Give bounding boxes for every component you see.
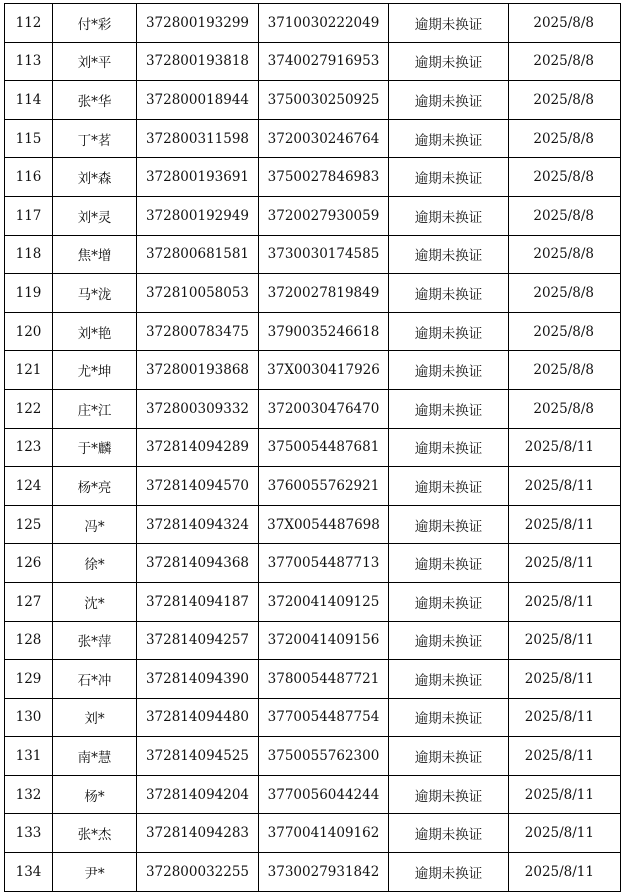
date-cell: 2025/8/8 <box>509 4 621 43</box>
name-cell: 焦*增 <box>53 235 137 274</box>
file-number-cell: 3770054487713 <box>259 544 389 583</box>
table-row <box>5 119 621 158</box>
date-cell: 2025/8/11 <box>509 698 621 737</box>
file-number-cell: 3750027846983 <box>259 158 389 197</box>
date-cell: 2025/8/11 <box>509 621 621 660</box>
status-cell: 逾期未换证 <box>389 775 509 814</box>
file-number-cell: 3770056044244 <box>259 775 389 814</box>
license-number-cell: 372814094204 <box>137 775 259 814</box>
date-cell: 2025/8/11 <box>509 660 621 699</box>
date-cell: 2025/8/11 <box>509 544 621 583</box>
date-cell: 2025/8/8 <box>509 274 621 313</box>
status-cell: 逾期未换证 <box>389 814 509 853</box>
name-cell: 刘* <box>53 698 137 737</box>
name-cell: 丁*茗 <box>53 119 137 158</box>
date-cell: 2025/8/8 <box>509 81 621 120</box>
table-row <box>5 428 621 467</box>
table-row <box>5 737 621 776</box>
status-cell: 逾期未换证 <box>389 158 509 197</box>
row-number-cell: 115 <box>5 119 53 158</box>
license-number-cell: 372800311598 <box>137 119 259 158</box>
status-cell: 逾期未换证 <box>389 235 509 274</box>
row-number-cell: 114 <box>5 81 53 120</box>
license-number-cell: 372814094480 <box>137 698 259 737</box>
row-number-cell: 125 <box>5 505 53 544</box>
date-cell: 2025/8/11 <box>509 467 621 506</box>
status-cell: 逾期未换证 <box>389 196 509 235</box>
status-cell: 逾期未换证 <box>389 505 509 544</box>
table-row <box>5 660 621 699</box>
name-cell: 张*华 <box>53 81 137 120</box>
date-cell: 2025/8/8 <box>509 312 621 351</box>
row-number-cell: 121 <box>5 351 53 390</box>
name-cell: 张*萍 <box>53 621 137 660</box>
status-cell: 逾期未换证 <box>389 660 509 699</box>
table-body <box>5 4 621 892</box>
license-number-cell: 372814094283 <box>137 814 259 853</box>
date-cell: 2025/8/8 <box>509 389 621 428</box>
row-number-cell: 118 <box>5 235 53 274</box>
file-number-cell: 3730030174585 <box>259 235 389 274</box>
row-number-cell: 112 <box>5 4 53 43</box>
file-number-cell: 3760055762921 <box>259 467 389 506</box>
status-cell: 逾期未换证 <box>389 853 509 892</box>
table-row <box>5 814 621 853</box>
date-cell: 2025/8/11 <box>509 737 621 776</box>
row-number-cell: 123 <box>5 428 53 467</box>
file-number-cell: 3730027931842 <box>259 853 389 892</box>
name-cell: 尹* <box>53 853 137 892</box>
license-number-cell: 372800783475 <box>137 312 259 351</box>
name-cell: 刘*平 <box>53 42 137 81</box>
name-cell: 石*冲 <box>53 660 137 699</box>
name-cell: 付*彩 <box>53 4 137 43</box>
table-row <box>5 274 621 313</box>
date-cell: 2025/8/8 <box>509 158 621 197</box>
row-number-cell: 127 <box>5 582 53 621</box>
status-cell: 逾期未换证 <box>389 698 509 737</box>
license-number-cell: 372814094187 <box>137 582 259 621</box>
file-number-cell: 3790035246618 <box>259 312 389 351</box>
license-number-cell: 372814094525 <box>137 737 259 776</box>
date-cell: 2025/8/11 <box>509 775 621 814</box>
name-cell: 杨* <box>53 775 137 814</box>
date-cell: 2025/8/8 <box>509 42 621 81</box>
license-number-cell: 372800193691 <box>137 158 259 197</box>
file-number-cell: 3750054487681 <box>259 428 389 467</box>
table-row <box>5 389 621 428</box>
file-number-cell: 3710030222049 <box>259 4 389 43</box>
row-number-cell: 131 <box>5 737 53 776</box>
file-number-cell: 3740027916953 <box>259 42 389 81</box>
row-number-cell: 119 <box>5 274 53 313</box>
row-number-cell: 130 <box>5 698 53 737</box>
status-cell: 逾期未换证 <box>389 621 509 660</box>
row-number-cell: 116 <box>5 158 53 197</box>
file-number-cell: 3720030246764 <box>259 119 389 158</box>
row-number-cell: 122 <box>5 389 53 428</box>
table-row <box>5 698 621 737</box>
row-number-cell: 128 <box>5 621 53 660</box>
table-row <box>5 312 621 351</box>
records-table <box>4 3 621 892</box>
status-cell: 逾期未换证 <box>389 428 509 467</box>
file-number-cell: 3720041409156 <box>259 621 389 660</box>
row-number-cell: 124 <box>5 467 53 506</box>
name-cell: 刘*灵 <box>53 196 137 235</box>
table-row <box>5 81 621 120</box>
date-cell: 2025/8/8 <box>509 235 621 274</box>
date-cell: 2025/8/8 <box>509 196 621 235</box>
license-number-cell: 372800192949 <box>137 196 259 235</box>
status-cell: 逾期未换证 <box>389 119 509 158</box>
status-cell: 逾期未换证 <box>389 81 509 120</box>
file-number-cell: 3720027930059 <box>259 196 389 235</box>
table-row <box>5 42 621 81</box>
file-number-cell: 3720041409125 <box>259 582 389 621</box>
file-number-cell: 3750055762300 <box>259 737 389 776</box>
file-number-cell: 3780054487721 <box>259 660 389 699</box>
row-number-cell: 133 <box>5 814 53 853</box>
table-row <box>5 4 621 43</box>
license-number-cell: 372814094390 <box>137 660 259 699</box>
table-row <box>5 196 621 235</box>
license-number-cell: 372800193868 <box>137 351 259 390</box>
table-row <box>5 775 621 814</box>
file-number-cell: 37X0054487698 <box>259 505 389 544</box>
license-number-cell: 372800193299 <box>137 4 259 43</box>
license-number-cell: 372814094289 <box>137 428 259 467</box>
name-cell: 张*杰 <box>53 814 137 853</box>
license-number-cell: 372814094257 <box>137 621 259 660</box>
status-cell: 逾期未换证 <box>389 389 509 428</box>
table-row <box>5 544 621 583</box>
status-cell: 逾期未换证 <box>389 544 509 583</box>
name-cell: 刘*艳 <box>53 312 137 351</box>
license-number-cell: 372814094570 <box>137 467 259 506</box>
status-cell: 逾期未换证 <box>389 4 509 43</box>
row-number-cell: 117 <box>5 196 53 235</box>
row-number-cell: 129 <box>5 660 53 699</box>
date-cell: 2025/8/11 <box>509 505 621 544</box>
date-cell: 2025/8/11 <box>509 853 621 892</box>
date-cell: 2025/8/11 <box>509 428 621 467</box>
name-cell: 沈* <box>53 582 137 621</box>
name-cell: 尤*坤 <box>53 351 137 390</box>
status-cell: 逾期未换证 <box>389 274 509 313</box>
status-cell: 逾期未换证 <box>389 737 509 776</box>
license-number-cell: 372814094324 <box>137 505 259 544</box>
row-number-cell: 134 <box>5 853 53 892</box>
status-cell: 逾期未换证 <box>389 351 509 390</box>
row-number-cell: 113 <box>5 42 53 81</box>
license-number-cell: 372800193818 <box>137 42 259 81</box>
row-number-cell: 126 <box>5 544 53 583</box>
table-row <box>5 582 621 621</box>
status-cell: 逾期未换证 <box>389 42 509 81</box>
file-number-cell: 3720030476470 <box>259 389 389 428</box>
file-number-cell: 37X0030417926 <box>259 351 389 390</box>
date-cell: 2025/8/8 <box>509 119 621 158</box>
license-number-cell: 372810058053 <box>137 274 259 313</box>
name-cell: 马*泷 <box>53 274 137 313</box>
license-number-cell: 372814094368 <box>137 544 259 583</box>
row-number-cell: 120 <box>5 312 53 351</box>
name-cell: 庄*江 <box>53 389 137 428</box>
name-cell: 徐* <box>53 544 137 583</box>
table-row <box>5 158 621 197</box>
file-number-cell: 3720027819849 <box>259 274 389 313</box>
license-number-cell: 372800032255 <box>137 853 259 892</box>
table-row <box>5 505 621 544</box>
name-cell: 于*麟 <box>53 428 137 467</box>
license-number-cell: 372800018944 <box>137 81 259 120</box>
status-cell: 逾期未换证 <box>389 312 509 351</box>
date-cell: 2025/8/8 <box>509 351 621 390</box>
table-row <box>5 621 621 660</box>
date-cell: 2025/8/11 <box>509 582 621 621</box>
name-cell: 刘*森 <box>53 158 137 197</box>
row-number-cell: 132 <box>5 775 53 814</box>
table-row <box>5 467 621 506</box>
name-cell: 南*慧 <box>53 737 137 776</box>
status-cell: 逾期未换证 <box>389 582 509 621</box>
table-row <box>5 351 621 390</box>
file-number-cell: 3770054487754 <box>259 698 389 737</box>
name-cell: 杨*亮 <box>53 467 137 506</box>
name-cell: 冯* <box>53 505 137 544</box>
file-number-cell: 3770041409162 <box>259 814 389 853</box>
table-row <box>5 235 621 274</box>
license-number-cell: 372800681581 <box>137 235 259 274</box>
date-cell: 2025/8/11 <box>509 814 621 853</box>
table-row <box>5 853 621 892</box>
status-cell: 逾期未换证 <box>389 467 509 506</box>
file-number-cell: 3750030250925 <box>259 81 389 120</box>
license-number-cell: 372800309332 <box>137 389 259 428</box>
